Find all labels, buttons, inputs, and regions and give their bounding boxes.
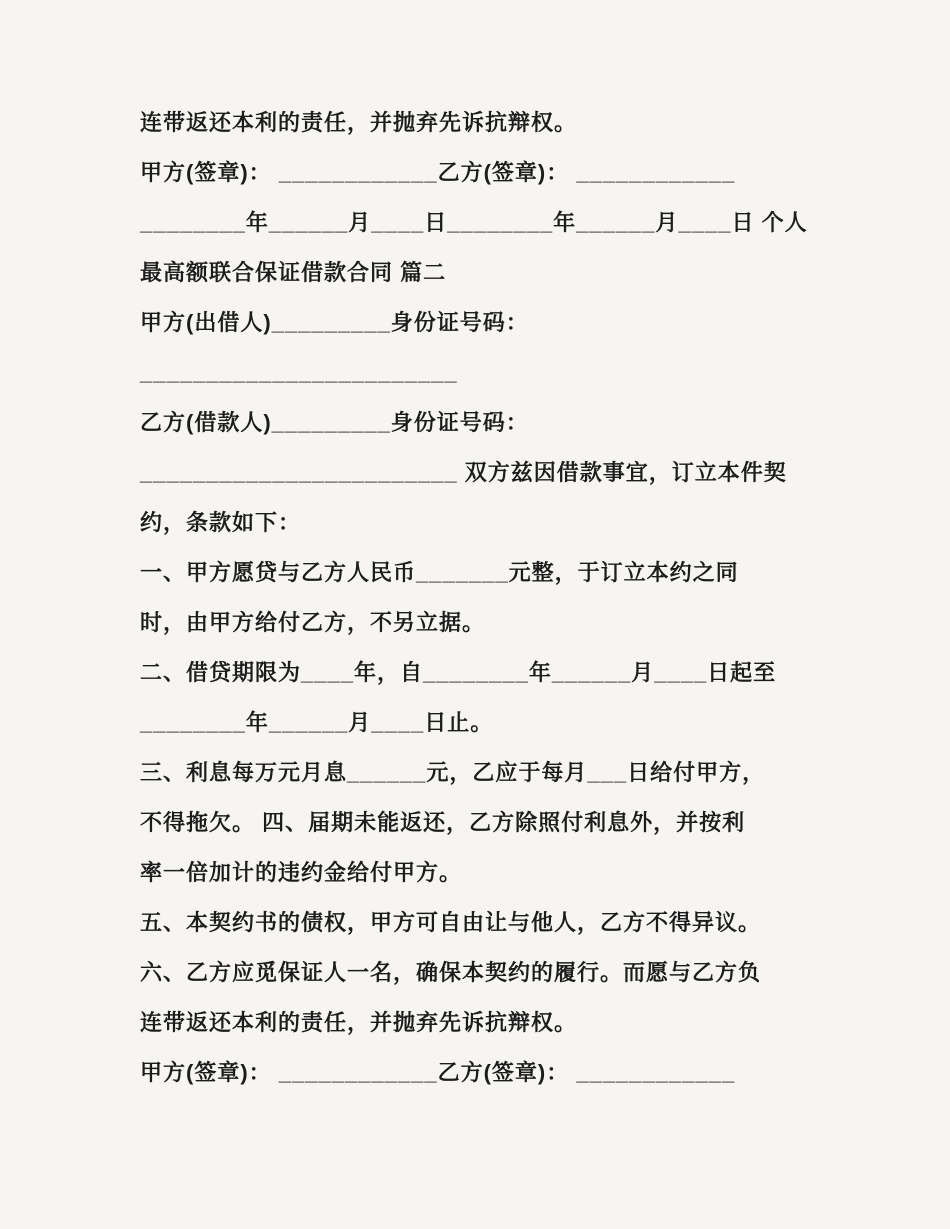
- document-line-signature: 甲方(签章)： ____________乙方(签章)： ____________: [140, 160, 736, 185]
- document-line-clause-1: 一、甲方愿贷与乙方人民币_______元整，于订立本约之同: [140, 560, 739, 585]
- document-line-party-b: 乙方(借款人)_________身份证号码：: [140, 410, 529, 435]
- document-line-clause-5: 五、本契约书的债权，甲方可自由让与他人，乙方不得异议。: [140, 910, 762, 935]
- document-line: 连带返还本利的责任，并抛弃先诉抗辩权。: [140, 1010, 578, 1035]
- document-line: 连带返还本利的责任，并抛弃先诉抗辩权。: [140, 110, 578, 135]
- document-line: 约，条款如下：: [140, 510, 302, 535]
- document-line-date: ________年______月____日________年______月____日 个人: [140, 210, 808, 235]
- document-line-clause-2: 二、借贷期限为____年，自________年______月____日起至: [140, 660, 777, 685]
- document-line-blank: ________________________: [140, 360, 458, 385]
- document-body: [140, 98, 812, 1098]
- document-line-clause-3: 三、利息每万元月息______元，乙应于每月___日给付甲方，: [140, 760, 766, 785]
- document-line-clause-4: 不得拖欠。 四、届期未能返还，乙方除照付利息外，并按利: [140, 810, 746, 835]
- document-line-signature: 甲方(签章)： ____________乙方(签章)： ____________: [140, 1060, 736, 1085]
- document-line-title: 最高额联合保证借款合同 篇二: [140, 260, 447, 285]
- document-line-party-a: 甲方(出借人)_________身份证号码：: [140, 310, 529, 335]
- document-line: ________________________ 双方兹因借款事宜，订立本件契: [140, 460, 787, 485]
- document-line-clause-6: 六、乙方应觅保证人一名，确保本契约的履行。而愿与乙方负: [140, 960, 762, 985]
- document-line: 率一倍加计的违约金给付甲方。: [140, 860, 463, 885]
- document-line: 时，由甲方给付乙方，不另立据。: [140, 610, 486, 635]
- document-line: ________年______月____日止。: [140, 710, 494, 735]
